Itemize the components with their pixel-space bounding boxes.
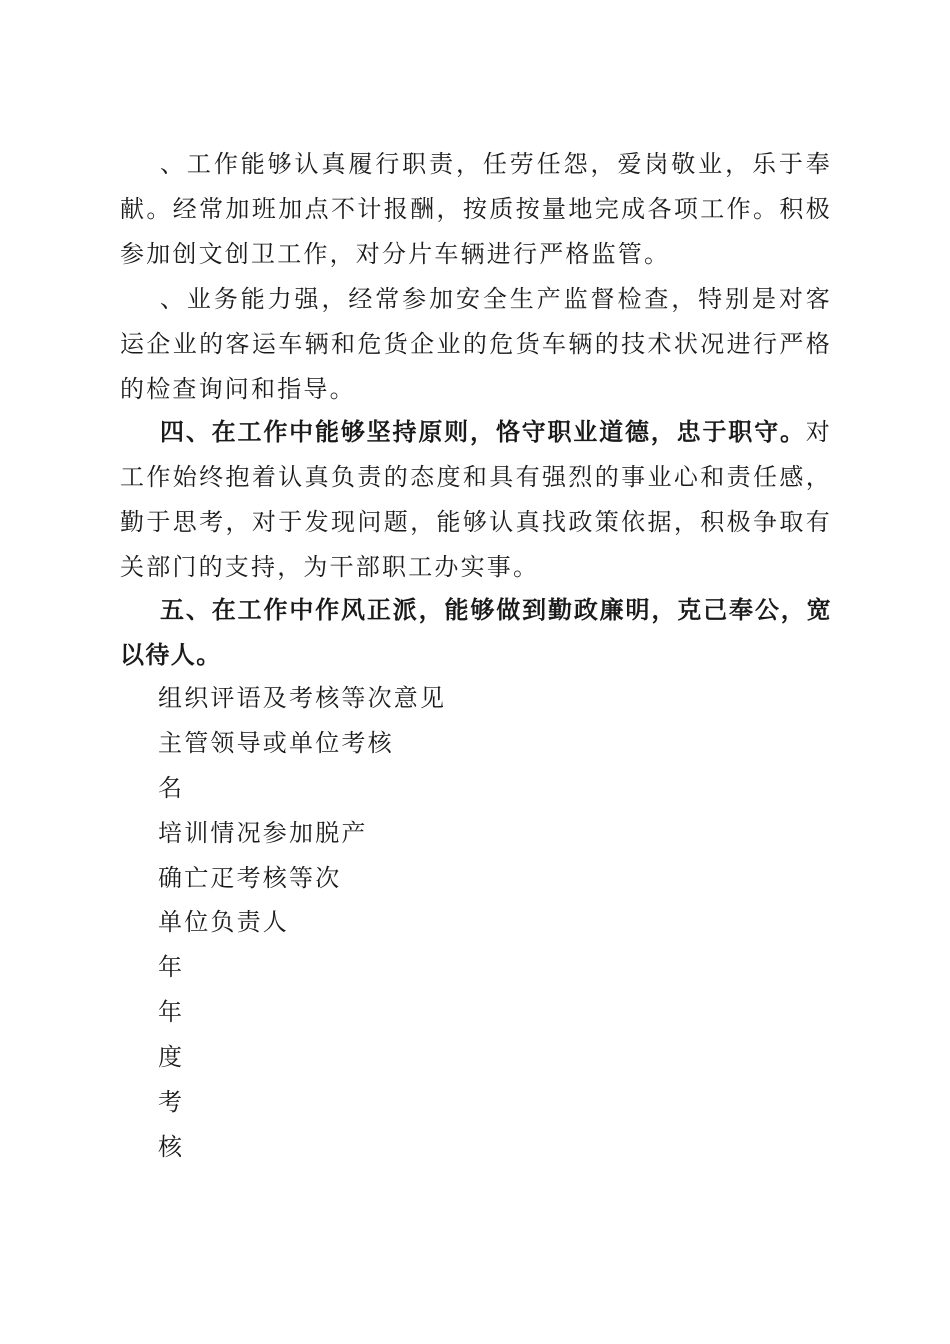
paragraph-principle (120, 410, 832, 590)
form-line-unit-head: 单位负责人 (158, 908, 289, 936)
paragraph-ability: 、业务能力强，经常参加安全生产监督检查，特别是对客运企业的客运车辆和危货企业的危货车辆的技术状况进行严格的检查询问和指导。 (120, 285, 832, 403)
form-line-training: 培训情况参加脱产 (158, 819, 368, 847)
form-line-du: 度 (158, 1043, 185, 1071)
form-line-name: 名 (158, 774, 185, 802)
form-line-grade: 确亡疋考核等次 (158, 864, 342, 892)
paragraph-principle-body: 对工作始终抱着认真负责的态度和具有强烈的事业心和责任感，勤于思考，对于发现问题，能够认真找政策依据，积极争取有关部门的支持，为干部职工办实事。 (120, 418, 832, 581)
form-line-org-comment: 组织评语及考核等次意见 (158, 684, 447, 712)
paragraph-principle-heading: 四、在工作中能够坚持原则，恪守职业道德，忠于职守。 (160, 418, 806, 446)
form-line-supervisor: 主管领导或单位考核 (158, 729, 394, 757)
paragraph-conduct: 五、在工作中作风正派，能够做到勤政廉明，克己奉公，宽以待人。 (120, 596, 832, 669)
form-line-kao: 考 (158, 1088, 185, 1116)
form-line-year-2: 年 (158, 998, 185, 1026)
form-line-year-1: 年 (158, 953, 185, 981)
paragraph-duty: 、工作能够认真履行职责，任劳任怨，爱岗敬业，乐于奉献。经常加班加点不计报酬，按质按量地完成各项工作。积极参加创文创卫工作，对分片车辆进行严格监管。 (120, 150, 832, 268)
form-line-he: 核 (158, 1133, 185, 1161)
